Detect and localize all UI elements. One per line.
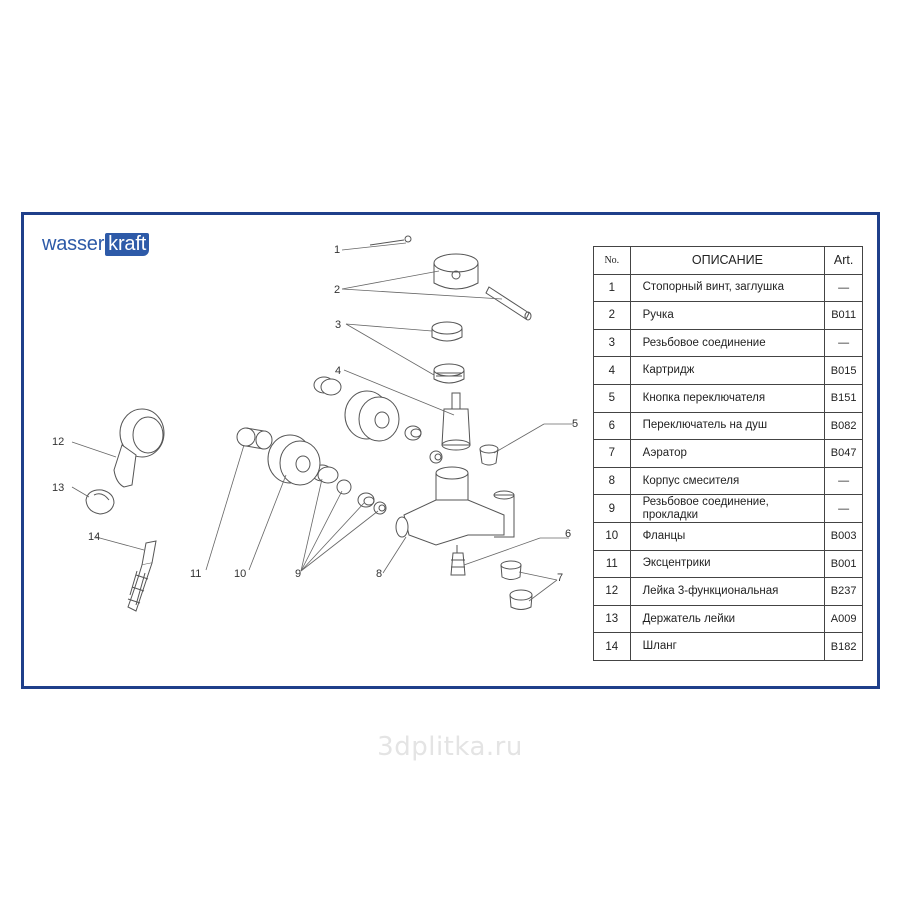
row-art: — bbox=[825, 467, 863, 495]
row-description: Аэратор bbox=[630, 440, 825, 468]
row-art: B001 bbox=[825, 550, 863, 578]
table-row bbox=[594, 495, 863, 523]
table-row bbox=[594, 329, 863, 357]
callout-7: 7 bbox=[557, 572, 564, 584]
row-no: 14 bbox=[594, 633, 631, 661]
row-description: Держатель лейки bbox=[630, 605, 825, 633]
part-5-switch-knob bbox=[480, 445, 498, 465]
row-art: B182 bbox=[825, 633, 863, 661]
row-description: Стопорный винт, заглушка bbox=[630, 274, 825, 302]
callout-6: 6 bbox=[565, 528, 572, 540]
row-art: — bbox=[825, 329, 863, 357]
row-art: A009 bbox=[825, 605, 863, 633]
callout-14: 14 bbox=[88, 531, 101, 543]
logo-text-kraft: kraft bbox=[105, 233, 149, 256]
header-art: Art. bbox=[825, 247, 863, 275]
table-row bbox=[594, 467, 863, 495]
table-row bbox=[594, 440, 863, 468]
row-no: 12 bbox=[594, 578, 631, 606]
row-art: B011 bbox=[825, 302, 863, 330]
callout-3: 3 bbox=[335, 319, 342, 331]
row-no: 4 bbox=[594, 357, 631, 385]
parts-table-body bbox=[594, 274, 863, 660]
logo-text-wasser: wasser bbox=[42, 233, 105, 255]
exploded-view-diagram bbox=[24, 215, 584, 686]
part-1-screw bbox=[370, 236, 411, 245]
row-art: B047 bbox=[825, 440, 863, 468]
row-art: B151 bbox=[825, 384, 863, 412]
callout-1: 1 bbox=[334, 244, 341, 256]
callout-12: 12 bbox=[52, 436, 65, 448]
row-no: 8 bbox=[594, 467, 631, 495]
row-description: Резьбовое соединение bbox=[630, 329, 825, 357]
row-no: 10 bbox=[594, 522, 631, 550]
callout-8: 8 bbox=[376, 568, 383, 580]
callout-9: 9 bbox=[295, 568, 302, 580]
header-description: ОПИСАНИЕ bbox=[630, 247, 825, 275]
part-7-aerator bbox=[501, 561, 532, 610]
callout-5: 5 bbox=[572, 418, 579, 430]
part-4-cartridge bbox=[442, 393, 470, 450]
row-no: 3 bbox=[594, 329, 631, 357]
row-description: Резьбовое соединение, прокладки bbox=[630, 495, 825, 523]
parts-table-header bbox=[594, 247, 863, 275]
table-row bbox=[594, 274, 863, 302]
callout-2: 2 bbox=[334, 284, 341, 296]
row-no: 11 bbox=[594, 550, 631, 578]
row-no: 5 bbox=[594, 384, 631, 412]
row-description: Переключатель на душ bbox=[630, 412, 825, 440]
table-row bbox=[594, 550, 863, 578]
row-art: B082 bbox=[825, 412, 863, 440]
table-row bbox=[594, 384, 863, 412]
row-description: Кнопка переключателя bbox=[630, 384, 825, 412]
row-description: Ручка bbox=[630, 302, 825, 330]
row-no: 7 bbox=[594, 440, 631, 468]
row-no: 9 bbox=[594, 495, 631, 523]
row-no: 6 bbox=[594, 412, 631, 440]
table-row bbox=[594, 302, 863, 330]
row-art: B237 bbox=[825, 578, 863, 606]
part-6-shower-switch bbox=[451, 545, 465, 575]
row-no: 1 bbox=[594, 274, 631, 302]
table-row bbox=[594, 605, 863, 633]
part-13-shower-holder bbox=[86, 490, 114, 514]
part-14-hose bbox=[128, 541, 156, 611]
parts-table bbox=[593, 246, 863, 661]
row-no: 2 bbox=[594, 302, 631, 330]
part-12-shower-head bbox=[114, 409, 164, 487]
diagram-frame bbox=[21, 212, 880, 689]
row-description: Корпус смесителя bbox=[630, 467, 825, 495]
row-description: Эксцентрики bbox=[630, 550, 825, 578]
callout-11: 11 bbox=[190, 568, 202, 580]
row-description: Шланг bbox=[630, 633, 825, 661]
row-art: — bbox=[825, 274, 863, 302]
table-row bbox=[594, 412, 863, 440]
table-row bbox=[594, 578, 863, 606]
table-row bbox=[594, 633, 863, 661]
row-description: Картридж bbox=[630, 357, 825, 385]
callout-10: 10 bbox=[234, 568, 247, 580]
row-art: B015 bbox=[825, 357, 863, 385]
part-3-threaded-connection bbox=[432, 322, 464, 383]
row-no: 13 bbox=[594, 605, 631, 633]
part-11-eccentrics bbox=[237, 428, 272, 449]
header-no: No. bbox=[594, 247, 631, 275]
table-row bbox=[594, 522, 863, 550]
row-description: Лейка 3-функциональная bbox=[630, 578, 825, 606]
part-8-mixer-body bbox=[396, 467, 514, 545]
row-description: Фланцы bbox=[630, 522, 825, 550]
table-row bbox=[594, 357, 863, 385]
callout-13: 13 bbox=[52, 482, 65, 494]
row-art: — bbox=[825, 495, 863, 523]
part-2-handle bbox=[434, 254, 531, 320]
callout-4: 4 bbox=[335, 365, 342, 377]
row-art: B003 bbox=[825, 522, 863, 550]
watermark: 3dplitka.ru bbox=[377, 732, 523, 762]
